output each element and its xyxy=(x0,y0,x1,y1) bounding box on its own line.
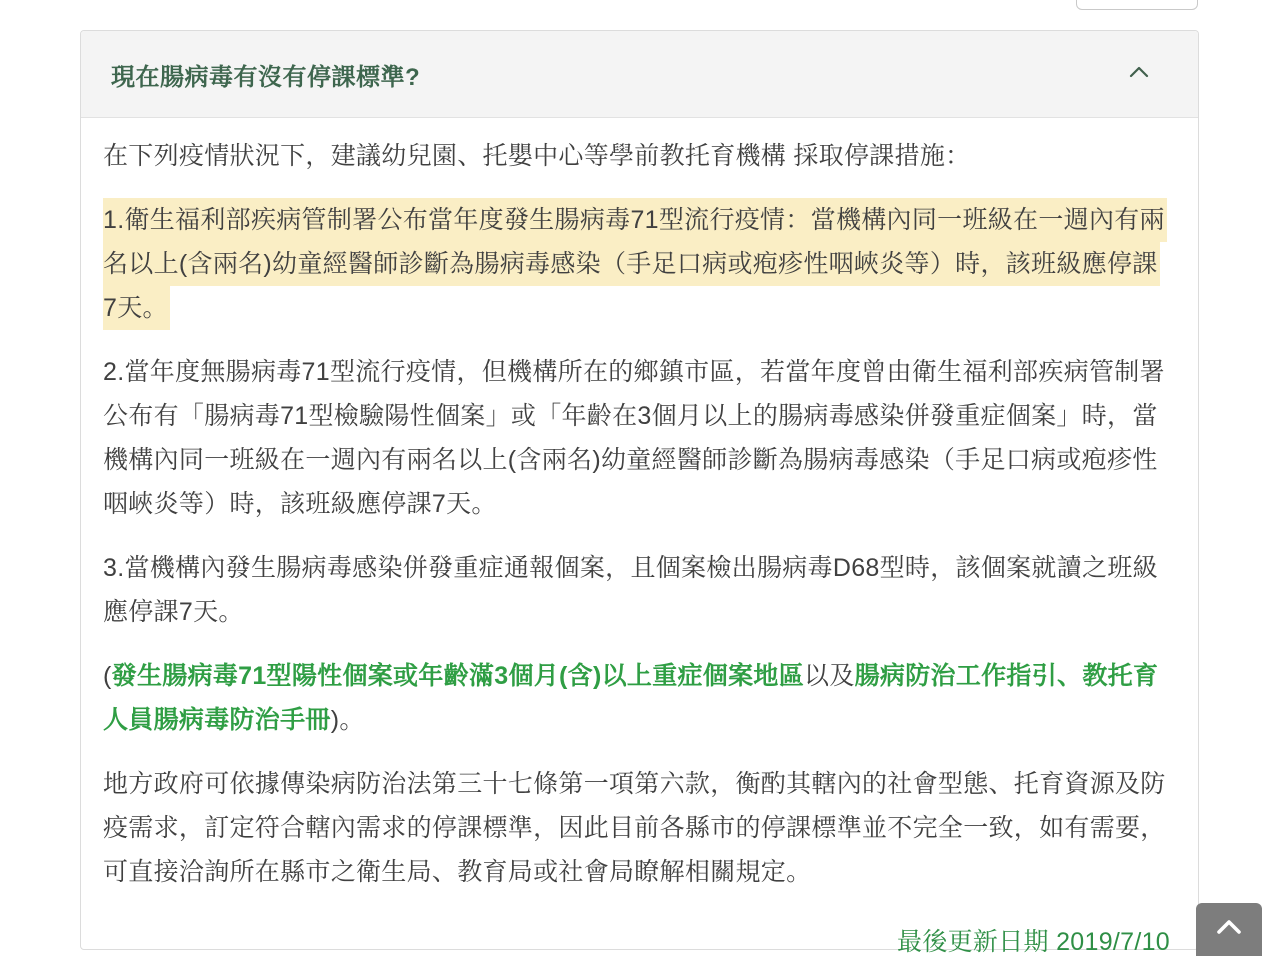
back-to-top-button[interactable] xyxy=(1196,903,1262,956)
item2-paragraph: 2.當年度無腸病毒71型流行疫情，但機構所在的鄉鎮市區，若當年度曾由衛生福利部疾病管制署公布有「腸病毒71型檢驗陽性個案」或「年齡在3個月以上的腸病毒感染併發重症個案」時，當機構內同一班級在一週內有兩名以上(含兩名)幼童經醫師診斷為腸病毒感染（手足口病或疱疹性咽峽炎等）時，該班級應停課7天。 xyxy=(103,358,1165,518)
link-ev71-positive-case-area[interactable]: 發生腸病毒71型陽性個案或年齡滿3個月(含)以上重症個案地區 xyxy=(111,662,805,690)
accordion-header[interactable] xyxy=(81,31,1198,118)
intro-paragraph: 在下列疫情狀況下，建議幼兒園、托嬰中心等學前教托育機構 採取停課措施： xyxy=(103,142,971,170)
link-enterovirus-prevention-guideline[interactable]: 腸病防治工作指引 xyxy=(854,662,1058,690)
top-button-partial[interactable] xyxy=(1076,0,1198,10)
faq-accordion-card xyxy=(80,30,1199,956)
close-text: )。 xyxy=(330,706,365,734)
accordion-title: 現在腸病毒有沒有停課標準? xyxy=(111,63,421,91)
chevron-up-icon xyxy=(1214,918,1244,939)
links-paragraph xyxy=(103,654,1170,742)
accordion-body xyxy=(81,118,1198,956)
item1-paragraph xyxy=(103,198,1170,330)
mid-text: 以及 xyxy=(804,662,855,690)
link-separator: 、 xyxy=(1057,662,1083,690)
highlighted-text: 1.衛生福利部疾病管制署公布當年度發生腸病毒71型流行疫情：當機構內同一班級在一週內有兩名以上(含兩名)幼童經醫師診斷為腸病毒感染（手足口病或疱疹性咽峽炎等）時，該班級應停課7天。 xyxy=(103,198,1167,330)
last-updated: 最後更新日期 2019/7/10 xyxy=(897,928,1170,956)
link-caregiver-handbook[interactable]: 教托育人員腸病毒防治手冊 xyxy=(103,662,1159,734)
open-paren: ( xyxy=(103,662,112,690)
closing-paragraph: 地方政府可依據傳染病防治法第三十七條第一項第六款，衡酌其轄內的社會型態、托育資源及防疫需求，訂定符合轄內需求的停課標準，因此目前各縣市的停課標準並不完全一致，如有需要，可直接洽詢所在縣市之衛生局、教育局或社會局瞭解相關規定。 xyxy=(103,770,1166,886)
item3-paragraph: 3.當機構內發生腸病毒感染併發重症通報個案，且個案檢出腸病毒D68型時，該個案就讀之班級應停課7天。 xyxy=(103,554,1158,626)
chevron-up-icon[interactable] xyxy=(1128,64,1150,85)
